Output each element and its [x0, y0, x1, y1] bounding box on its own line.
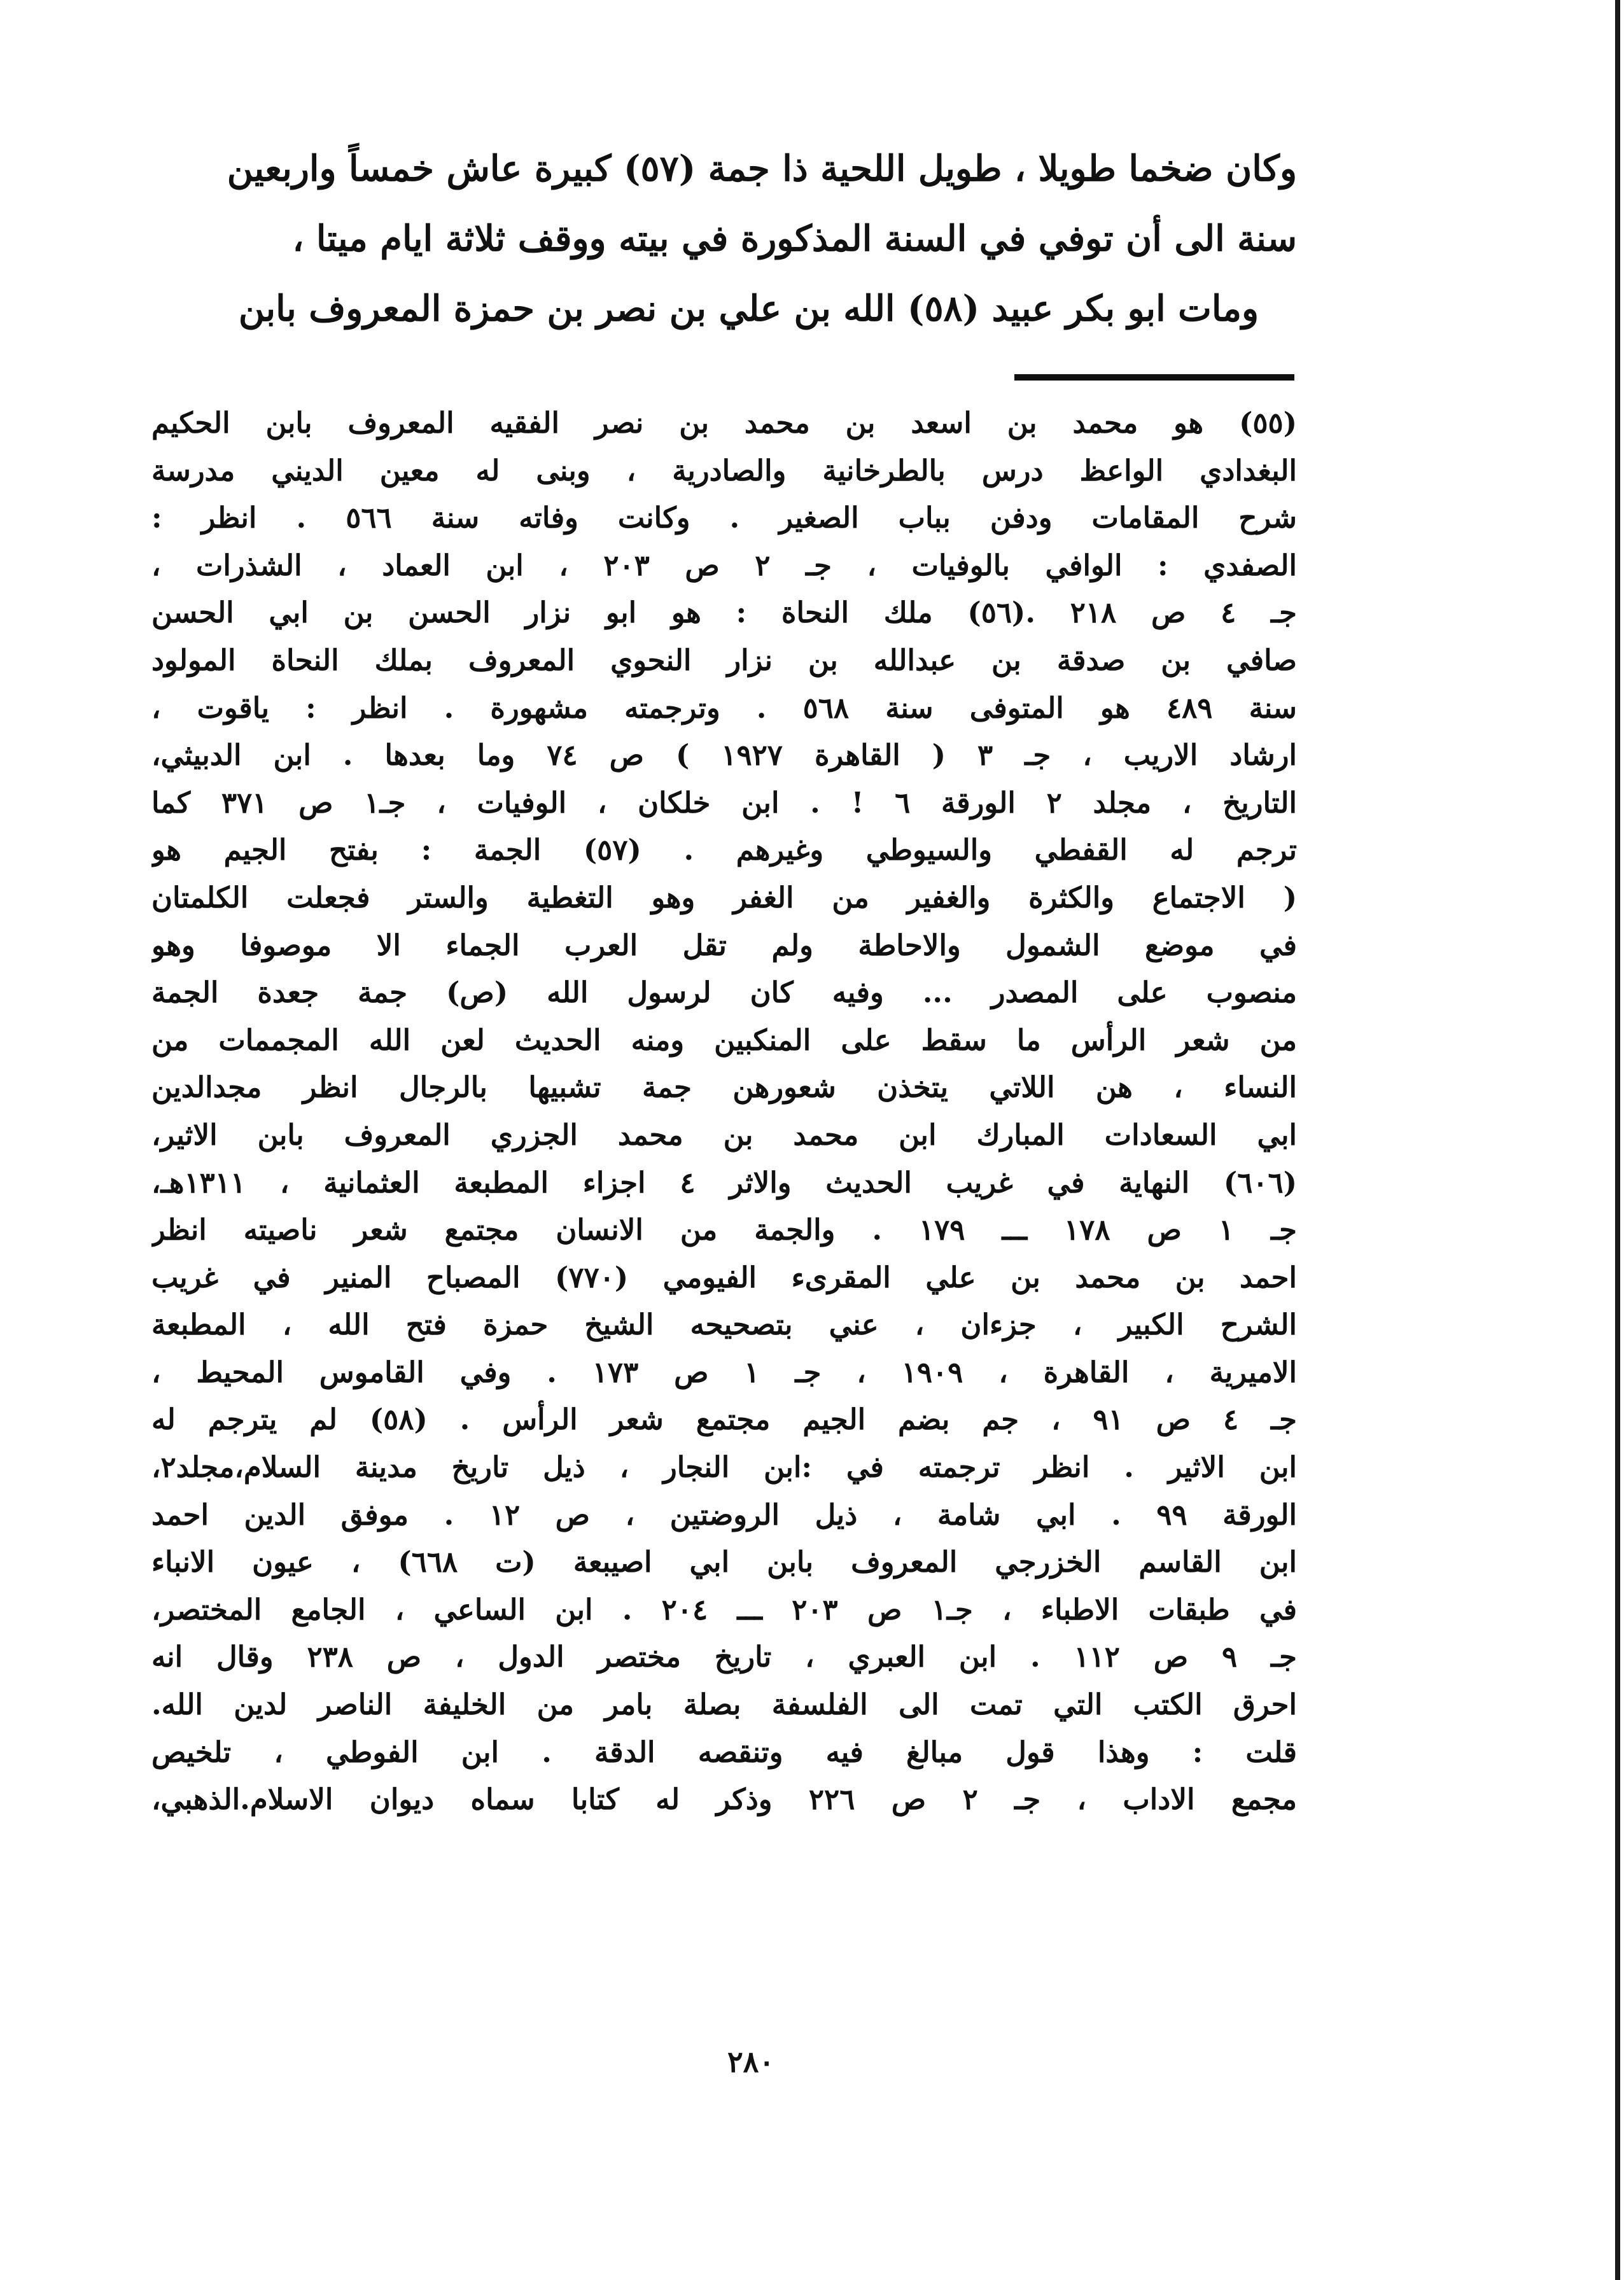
footnote-line: صافي بن صدقة بن عبدالله بن نزار النحوي المعروف بملك النحاة المولود: [151, 643, 1297, 677]
footnote-line: مجمع الاداب ، جـ ٢ ص ٢٢٦ وذكر له كتابا سماه ديوان الاسلام.الذهبي،: [151, 1782, 1297, 1817]
footnote-line: في موضع الشمول والاحاطة ولم تقل العرب الجماء الا موصوفا وهو: [151, 928, 1297, 962]
footnote-line: الشرح الكبير ، جزءان ، عني بتصحيحه الشيخ حمزة فتح الله ، المطبعة: [151, 1308, 1297, 1342]
footnote-line: الورقة ٩٩ . ابي شامة ، ذيل الروضتين ، ص ١٢ . موفق الدين احمد: [151, 1497, 1297, 1532]
main-text-line: ومات ابو بكر عبيد (٥٨) الله بن علي بن نصر بن حمزة المعروف بابن: [238, 288, 1259, 330]
main-text-line: سنة الى أن توفي في السنة المذكورة في بيته ووقف ثلاثة ايام ميتا ،: [292, 218, 1297, 260]
footnote-line: البغدادي الواعظ درس بالطرخانية والصادرية ، وبنى له معين الديني مدرسة: [151, 453, 1297, 487]
footnote-line: احرق الكتب التي تمت الى الفلسفة بصلة بامر من الخليفة الناصر لدين الله.: [151, 1688, 1297, 1722]
main-text-line: وكان ضخما طويلا ، طويل اللحية ذا جمة (٥٧) كبيرة عاش خمساً واربعين: [227, 148, 1297, 190]
footnotes-block: [151, 400, 1297, 1824]
footnote-separator: [1014, 374, 1294, 381]
footnote-line: ارشاد الاريب ، جـ ٣ ( القاهرة ١٩٢٧ ) ص ٧٤ وما بعدها . ابن الدبيثي،: [151, 738, 1297, 773]
footnote-line: النساء ، هن اللاتي يتخذن شعورهن جمة تشبيها بالرجال انظر مجدالدين: [151, 1070, 1297, 1105]
footnote-line: ( الاجتماع والكثرة والغفير من الغفر وهو التغطية والستر فجعلت الكلمتان: [151, 880, 1297, 914]
footnote-line: (٦٠٦) النهاية في غريب الحديث والاثر ٤ اجزاء المطبعة العثمانية ، ١٣١١هـ،: [151, 1165, 1297, 1199]
main-text: [151, 134, 1297, 344]
footnote-line: جـ ٩ ص ١١٢ . ابن العبري ، تاريخ مختصر الدول ، ص ٢٣٨ وقال انه: [151, 1640, 1297, 1674]
footnote-line: في طبقات الاطباء ، جـ١ ص ٢٠٣ ـــ ٢٠٤ . ابن الساعي ، الجامع المختصر،: [151, 1592, 1297, 1626]
footnote-line: التاريخ ، مجلد ٢ الورقة ٦ ! . ابن خلكان ، الوفيات ، جـ١ ص ٣٧١ كما: [151, 785, 1297, 820]
page-number: ٢٨٠: [727, 2045, 775, 2079]
footnote-line: منصوب على المصدر ... وفيه كان لرسول الله (ص) جمة جعدة الجمة: [151, 976, 1297, 1010]
footnote-line: سنة ٤٨٩ هو المتوفى سنة ٥٦٨ . وترجمته مشهورة . انظر : ياقوت ،: [151, 690, 1297, 725]
footnote-line: ابن الاثير . انظر ترجمته في :ابن النجار ، ذيل تاريخ مدينة السلام،مجلد٢،: [151, 1450, 1297, 1485]
footnote-line: ترجم له القفطي والسيوطي وغيرهم . (٥٧) الجمة : بفتح الجيم هو: [151, 833, 1297, 867]
footnote-line: شرح المقامات ودفن بباب الصغير . وكانت وفاته سنة ٥٦٦ . انظر :: [151, 501, 1297, 535]
page-edge-rule: [1615, 0, 1620, 2280]
footnote-line: الاميرية ، القاهرة ، ١٩٠٩ ، جـ ١ ص ١٧٣ . وفي القاموس المحيط ،: [151, 1355, 1297, 1389]
footnote-line: من شعر الرأس ما سقط على المنكبين ومنه الحديث لعن الله المجممات من: [151, 1023, 1297, 1057]
footnote-line: قلت : وهذا قول مبالغ فيه وتنقصه الدقة . ابن الفوطي ، تلخيص: [151, 1735, 1297, 1769]
footnote-line: جـ ٤ ص ٩١ ، جم بضم الجيم مجتمع شعر الرأس . (٥٨) لم يترجم له: [151, 1402, 1297, 1437]
footnote-line: جـ ٤ ص ٢١٨ .(٥٦) ملك النحاة : هو ابو نزار الحسن بن ابي الحسن: [151, 596, 1297, 630]
footnote-line: ابي السعادات المبارك ابن محمد بن محمد الجزري المعروف بابن الاثير،: [151, 1117, 1297, 1152]
footnote-line: الصفدي : الوافي بالوفيات ، جـ ٢ ص ٢٠٣ ، ابن العماد ، الشذرات ،: [151, 548, 1297, 582]
footnote-line: احمد بن محمد بن علي المقرىء الفيومي (٧٧٠) المصباح المنير في غريب: [151, 1260, 1297, 1294]
footnote-line: (٥٥) هو محمد بن اسعد بن محمد بن نصر الفقيه المعروف بابن الحكيم: [151, 406, 1297, 440]
footnote-line: جـ ١ ص ١٧٨ ـــ ١٧٩ . والجمة من الانسان مجتمع شعر ناصيته انظر: [151, 1213, 1297, 1247]
footnote-line: ابن القاسم الخزرجي المعروف بابن ابي اصيبعة (ت ٦٦٨) ، عيون الانباء: [151, 1545, 1297, 1579]
